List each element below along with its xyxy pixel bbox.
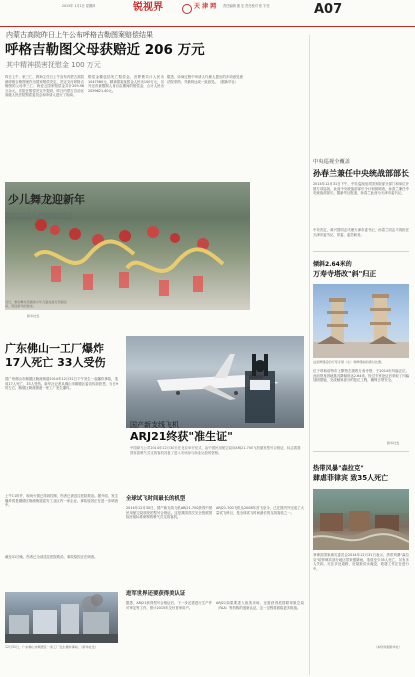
arj-body-col4: ARJ21如果要进入欧美市场，还需获得美国联邦航空局（FAA）等机构的适航认证，这一过程将面临更多挑战。 — [216, 601, 304, 610]
tower-credit: 新华社发 — [387, 441, 400, 445]
storm-body: 菲律宾国家减灾委员会2014年12月31日表示，热带风暴"森拉克"给菲律宾部分地区带来强降雨，造成至少35人死亡，另有多人失踪。灾区多处道路、房屋被洪水淹没，救援工作正在进行中。 — [313, 553, 409, 571]
dragon-photo-credit: 新华社发 — [27, 314, 40, 318]
storm-kicker: 热带风暴"森拉克" — [313, 465, 364, 472]
dragon-photo-title: 少儿舞龙迎新年 — [8, 193, 85, 206]
lead-kicker: 内蒙古高院昨日上午公布呼格吉勒图案赔偿结果 — [6, 31, 153, 39]
arj-photo — [126, 336, 304, 428]
right-top-headline: 孙春兰兼任中央统战部部长 — [313, 169, 409, 178]
factory-illustration — [5, 592, 118, 643]
section-title: 锐视界 — [133, 2, 163, 13]
page-header — [0, 0, 415, 27]
editor-info: 责任编辑 康 宏 责任校对 张 宇莹 — [223, 4, 270, 8]
right-column-divider — [309, 35, 310, 675]
right-top-kicker: 中央巡视全覆盖 — [313, 159, 351, 165]
arj-body-col3: 据悉，ARJ21获得型号合格证后，下一步还需进行生产许可审定等工作，预计2015年交付首家用户。 — [126, 601, 212, 610]
tower-body: 位于呼和浩特市土默特左旗的万寿寺塔，于2014年纠偏正位。此前塔身因地基沉降倾斜达2.64米，经过专家论证后采取了纠偏加固措施，完成倾斜部分的复位工程，确保古塔安全。 — [313, 369, 409, 383]
arj-subhead-2: 进军世界还要获得美认证 — [126, 591, 186, 597]
arj-body-col1: 2014年12月30日，国产新支线飞机ARJ21-700获得中国民用航空局颁发的型号合格证。这是我国首次完全按照国际民航标准研制的喷气式支线客机。 — [126, 506, 212, 520]
foshan-headline-1: 广东佛山一工厂爆炸 — [5, 342, 104, 355]
issue-date: 2015年 1月1日 星期四 — [62, 4, 96, 8]
foshan-photo — [5, 592, 118, 643]
lead-body-col1: 昨日上午，家三仁，教诲主任日上午宣布内蒙古高院就呼格吉勒图案作出国家赔偿决定，决定支付呼格吉勒图的父母李三仁、尚爱云国家赔偿金共计205.96万余元。法院在赔偿决定中提到，昨日内蒙古自治区高级人民法院赔偿委员会和申请人进行了协商。 — [5, 75, 84, 98]
arj-subhead-1: 全球试飞时间最长的机型 — [126, 496, 186, 502]
foshan-body-1: 国广州佛山市顺德区勒流街道2014年12月31日下午发生一起爆炸事故，造成17人死亡，33人受伤。新华社记者从佛山市顺德区委宣传部获悉，当日9时左右，顺德区勒流街道一家工厂发生爆炸。 — [5, 377, 118, 391]
tower-caption: 这是修缮后的万寿寺塔（左）和修缮前的塔对比图。 — [313, 360, 385, 364]
foshan-body-3: 截至31日晚，伤者已全部送往医院救治，事故原因正在调查。 — [5, 555, 98, 559]
lead-headline: 呼格吉勒图父母获赔近 206 万元 — [5, 42, 205, 58]
storm-photo — [313, 489, 409, 550]
page-number: A07 — [314, 2, 343, 17]
tower-photo — [313, 284, 409, 358]
aircraft-illustration — [126, 336, 304, 428]
logo-icon — [182, 4, 192, 14]
right-top-sub: 中央决定，黄兴国同志代理天津市委书记，孙春兰同志不再担任天津市委书记、常委、委员职务。 — [313, 228, 409, 237]
tower-headline: 万寿寺塔改"斜"归正 — [313, 270, 377, 278]
storm-headline: 肆虐菲律宾 致35人死亡 — [313, 474, 389, 482]
foshan-headline-2: 17人死亡 33人受伤 — [5, 356, 106, 369]
foshan-body-2: 上午11时许，现场火情已得到控制，伤者已被送往医院救治。据介绍，发生爆炸的是顺德区勒流街道富安工业区内一家企业。事故原因正在进一步调查中。 — [5, 494, 118, 508]
lead-deck: 其中精神损害抚慰金 100 万元 — [6, 61, 101, 69]
storm-credit: （本材料据新华社） — [374, 645, 402, 649]
dragon-photo-caption: 2014 年 12 月 31 日，参加舞龙表演的少年儿童在进行 "送龙迎新年" 活动，喜迎 "2015" 年的到来。 — [5, 212, 73, 225]
brand-name: 天 津 网 — [194, 3, 217, 10]
right-top-body: 2014年12月31日下午，中央巡视组对国务院部分部门和单位开展专项巡视，此前中央统战部部长令计划被调查，孙春兰兼任中央统战部部长。据新华社报道，孙春兰此前为天津市委书记。 — [313, 182, 409, 196]
dragon-photo-note: 当日，参加舞龙表演的少年儿童在进行表演活动，喜迎新年的到来。 — [5, 300, 67, 309]
tower-illustration — [313, 284, 409, 358]
arj-kicker: 国产新支线飞机 — [130, 421, 179, 429]
right-divider-2 — [313, 451, 409, 452]
arj-deck: 中国商飞公司2014年12月30日在北京举行仪式，由中国民用航空局向ARJ21-700飞机颁发型号合格证，标志着我国首款喷气式支线客机具备了进入市场参与商业运营的资格。 — [130, 446, 301, 455]
arj-headline: ARJ21终获"准生证" — [130, 430, 233, 443]
foshan-photo-caption: 12月31日，广东佛山市顺德区一家工厂发生爆炸事故。（新华社发） — [5, 645, 98, 649]
right-divider-1 — [313, 251, 409, 252]
arj-body-col2: ARJ21-700飞机从2008年首飞至今，已在国内外完成了大量试飞科目，是全球试飞时间最长的支线客机之一。 — [216, 506, 304, 515]
lead-body-col3: 据悉，协商过程中申请人代理人提出的多项意见被法院采纳，并最终达成一致意见。（据新华社） — [167, 75, 243, 84]
lead-body-col2: 赔偿金额包括死亡赔偿金、丧葬费共计人民币1047580元，精神损害抚慰金人民币100万元，另外还有被限制人身自由期间的赔偿金，合计人民币2059621.40元。 — [88, 75, 164, 93]
tower-kicker: 倾斜2.64米的 — [313, 261, 352, 268]
storm-illustration — [313, 489, 409, 550]
